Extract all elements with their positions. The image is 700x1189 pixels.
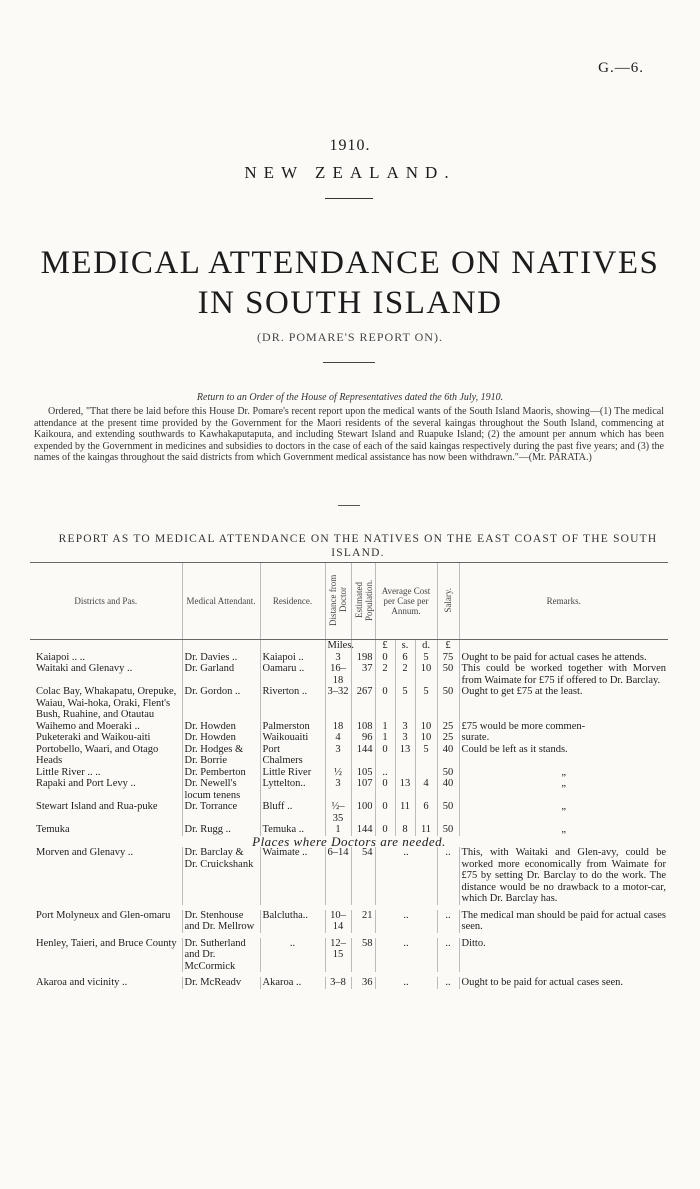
salary-cell: 50 (437, 801, 459, 824)
attendant-cell: Dr. Torrance (182, 801, 260, 824)
population-cell: 100 (351, 801, 375, 824)
residence-cell: Waimate .. (260, 847, 325, 905)
medical-attendance-table (30, 562, 668, 994)
residence-cell: Balclutha.. (260, 910, 325, 933)
table-row (30, 663, 668, 686)
cost-pence-cell: 10 (415, 663, 437, 686)
district-cell: Rapaki and Port Levy .. (36, 778, 136, 789)
cost-pounds-cell: .. (375, 767, 395, 779)
header-population-label: Estimated Population. (353, 579, 374, 621)
distance-cell: 3–32 (325, 686, 351, 721)
header-districts: Districts and Pas. (30, 563, 182, 640)
remarks-cell: Ought to be paid for actual cases seen. (459, 977, 668, 989)
district-cell: Waitaki and Glenavy .. (36, 663, 133, 674)
residence-cell: .. (260, 938, 325, 973)
header-salary-label: Salary. (443, 587, 453, 613)
population-cell: 105 (351, 767, 375, 779)
residence-cell: Kaiapoi .. (260, 652, 325, 664)
residence-cell: Temuka .. (260, 824, 325, 836)
cost-shillings-cell: 6 (395, 652, 415, 664)
attendant-cell: Dr. Newell's locum tenens (182, 778, 260, 801)
country: NEW ZEALAND. (244, 163, 456, 182)
attendant-cell: Dr. Sutherland and Dr. McCormick (182, 938, 260, 973)
salary-cell: .. (437, 847, 459, 905)
attendant-cell: Dr. Garland (182, 663, 260, 686)
distance-cell: 3 (325, 652, 351, 664)
distance-cell: 3 (325, 778, 351, 801)
cost-pence-cell: 6 (415, 801, 437, 824)
population-cell: 37 (351, 663, 375, 686)
salary-cell: .. (437, 977, 459, 989)
divider (338, 505, 360, 506)
population-cell: 267 (351, 686, 375, 721)
cost-shillings-cell: 8 (395, 824, 415, 836)
cost-pounds-cell: 0 (375, 652, 395, 664)
salary-cell: 75 (437, 652, 459, 664)
remarks-cell: This, with Waitaki and Glen-avy, could be worked more economically from Waimate for £75 by setting Dr. Barclay to do the work. The distance would be no drawback to a motor-car, which Dr. Barclay has. (459, 847, 668, 905)
district-cell: Morven and Glenavy .. (36, 847, 134, 858)
district-cell: Colac Bay, Whakapatu, Orepuke, Waiau, Wai-hoka, Oraki, Flent's Bush, Ruahine, and Otautau (36, 686, 177, 720)
attendant-cell: Dr. Howden (182, 721, 260, 733)
remarks-cell: surate. (459, 732, 668, 744)
cost-shillings-cell: 2 (395, 663, 415, 686)
salary-cell: 50 (437, 767, 459, 779)
remarks-cell: Ought to get £75 at the least. (459, 686, 668, 721)
divider (325, 198, 373, 199)
population-cell: 198 (351, 652, 375, 664)
cost-pounds-cell: 0 (375, 801, 395, 824)
attendant-cell: Dr. Hodges & Dr. Borrie (182, 744, 260, 767)
cost-pounds-cell: 1 (375, 721, 395, 733)
table-row (30, 778, 668, 801)
remarks-cell: „ (459, 801, 668, 824)
distance-cell: 12–15 (325, 938, 351, 973)
population-cell: 58 (351, 938, 375, 973)
cost-shillings-cell: 13 (395, 744, 415, 767)
cost-pence-cell: 5 (415, 686, 437, 721)
cost-shillings-cell: 5 (395, 686, 415, 721)
population-cell: 21 (351, 910, 375, 933)
distance-cell: 18 (325, 721, 351, 733)
table-row (30, 847, 668, 905)
residence-cell: Bluff .. (260, 801, 325, 824)
cost-pounds-cell: 0 (375, 778, 395, 801)
district-cell: Little River .. .. (36, 766, 101, 778)
cost-pence-cell: 5 (415, 744, 437, 767)
attendant-cell: Dr. Davies .. (182, 652, 260, 664)
attendant-cell: Dr. Stenhouse and Dr. Mellrow (182, 910, 260, 933)
header-distance (325, 563, 351, 640)
district-cell: Stewart Island and Rua-puke (36, 801, 158, 812)
year: 1910. (329, 137, 371, 154)
residence-cell: Riverton .. (260, 686, 325, 721)
population-cell: 108 (351, 721, 375, 733)
header-salary (437, 563, 459, 640)
row-spacer (30, 989, 668, 994)
table-row (30, 686, 668, 721)
remarks-cell: Ought to be paid for actual cases he attends. (459, 652, 668, 664)
document-title: MEDICAL ATTENDANCE ON NATIVES IN SOUTH ISLAND (40, 245, 660, 321)
population-cell: 36 (351, 977, 375, 989)
units-pounds: £ (375, 640, 395, 652)
section-heading: Places where Doctors are needed. (252, 833, 446, 849)
document-reference: G.—6. (598, 60, 644, 76)
cost-pence-cell: 4 (415, 778, 437, 801)
salary-cell: 40 (437, 744, 459, 767)
cost-pounds-cell: 0 (375, 824, 395, 836)
distance-cell: 1 (325, 824, 351, 836)
residence-cell: Port Chalmers (260, 744, 325, 767)
cost-pence-cell: 5 (415, 652, 437, 664)
population-cell: 144 (351, 744, 375, 767)
salary-cell: 50 (437, 686, 459, 721)
residence-cell: Little River (260, 767, 325, 779)
remarks-cell: The medical man should be paid for actual cases seen. (459, 910, 668, 933)
cost-shillings-cell: 3 (395, 721, 415, 733)
salary-cell: 40 (437, 778, 459, 801)
attendant-cell: Dr. Howden (182, 732, 260, 744)
district-cell: Kaiapoi .. .. (36, 651, 85, 663)
table-row (30, 977, 668, 989)
distance-cell: ½–35 (325, 801, 351, 824)
district-cell: Akaroa and vicinity .. (36, 977, 128, 988)
distance-cell: 4 (325, 732, 351, 744)
salary-cell: 50 (437, 663, 459, 686)
residence-cell: Oamaru .. (260, 663, 325, 686)
table-row (30, 652, 668, 664)
cost-pence-cell: 10 (415, 721, 437, 733)
remarks-cell: Could be left as it stands. (459, 744, 668, 767)
table-row (30, 744, 668, 767)
cost-pounds-cell: 1 (375, 732, 395, 744)
cost-shillings-cell: 11 (395, 801, 415, 824)
district-cell: Puketeraki and Waikou-aiti (36, 732, 151, 743)
distance-cell: 3 (325, 744, 351, 767)
salary-cell: 25 (437, 732, 459, 744)
units-row (30, 640, 668, 652)
header-cost: Average Cost per Case per Annum. (375, 563, 437, 640)
cost-pence-cell: 10 (415, 732, 437, 744)
document-subtitle: (DR. POMARE'S REPORT ON). (257, 330, 443, 344)
cost-pence-cell: 11 (415, 824, 437, 836)
district-cell: Waihemo and Moeraki .. (36, 720, 140, 732)
table-body (30, 640, 668, 994)
cost-cell: .. (375, 938, 437, 973)
order-text: Ordered, "That there be laid before this House Dr. Pomare's recent report upon the medical wants of the South Island Maoris, showing—(1) The medical attendance at the present time provided by the Government for the Maori residents of the several kaingas throughout the South Island, commencing at Kaikoura, and extending southwards to Kawhakaputaputa, and including Stewart Island and Ruapuke Island; (2) the amount per annum which has been expended by the Government in medicines and subsidies to doctors in the case of each of the said kaingas respectively during the past five years; and (3) the names of the kaingas throughout the said districts from which Government medical assistance has now been withdrawn."—(Mr. PARATA.) (34, 406, 664, 463)
distance-cell: 6–14 (325, 847, 351, 905)
header-attendant: Medical Attendant. (182, 563, 260, 640)
salary-cell: 50 (437, 824, 459, 836)
header-residence: Residence. (260, 563, 325, 640)
attendant-cell: Dr. Pemberton (182, 767, 260, 779)
distance-cell: ½ (325, 767, 351, 779)
cost-shillings-cell (395, 767, 415, 779)
distance-cell: 10–14 (325, 910, 351, 933)
remarks-cell: „ (459, 824, 668, 836)
cost-cell: .. (375, 847, 437, 905)
table-row (30, 801, 668, 824)
units-pence: d. (415, 640, 437, 652)
section-heading-row (30, 836, 668, 848)
population-cell: 107 (351, 778, 375, 801)
header-remarks: Remarks. (459, 563, 668, 640)
remarks-cell: £75 would be more commen- (459, 721, 668, 733)
cost-pence-cell (415, 767, 437, 779)
cost-cell: .. (375, 977, 437, 989)
units-salary: £ (437, 640, 459, 652)
header-distance-label: Distance from Doctor (328, 574, 348, 626)
cost-shillings-cell: 3 (395, 732, 415, 744)
attendant-cell: Dr. Barclay & Dr. Cruickshank (182, 847, 260, 905)
district-cell: Henley, Taieri, and Bruce County (36, 937, 177, 949)
salary-cell: .. (437, 910, 459, 933)
table-row (30, 910, 668, 933)
return-line: Return to an Order of the House of Representatives dated the 6th July, 1910. (196, 392, 504, 403)
district-cell: Port Molyneux and Glen-omaru (36, 909, 171, 921)
population-cell: 96 (351, 732, 375, 744)
salary-cell: .. (437, 938, 459, 973)
table-row (30, 721, 668, 733)
units-shillings: s. (395, 640, 415, 652)
attendant-cell: Dr. Gordon .. (182, 686, 260, 721)
table-row (30, 767, 668, 779)
table-row (30, 938, 668, 973)
residence-cell: Palmerston (260, 721, 325, 733)
residence-cell: Akaroa .. (260, 977, 325, 989)
residence-cell: Lyttelton.. (260, 778, 325, 801)
population-cell: 54 (351, 847, 375, 905)
header-population (351, 563, 375, 640)
report-heading: REPORT AS TO MEDICAL ATTENDANCE ON THE NATIVES ON THE EAST COAST OF THE SOUTH ISLAND. (58, 533, 658, 559)
salary-cell: 25 (437, 721, 459, 733)
distance-cell: 16–18 (325, 663, 351, 686)
residence-cell: Waikouaiti (260, 732, 325, 744)
table-row (30, 732, 668, 744)
attendant-cell: Dr. McReadv (182, 977, 260, 989)
remarks-cell: „ (459, 767, 668, 779)
distance-cell: 3–8 (325, 977, 351, 989)
attendant-cell: Dr. Rugg .. (182, 824, 260, 836)
population-cell: 144 (351, 824, 375, 836)
remarks-cell: „ (459, 778, 668, 801)
cost-shillings-cell: 13 (395, 778, 415, 801)
district-cell: Temuka (36, 824, 70, 835)
remarks-cell: This could be worked together with Morven from Waimate for £75 if offered to Dr. Barclay. (459, 663, 668, 686)
cost-pounds-cell: 0 (375, 686, 395, 721)
cost-pounds-cell: 2 (375, 663, 395, 686)
remarks-cell: Ditto. (459, 938, 668, 973)
header-row (30, 563, 668, 640)
district-cell: Portobello, Waari, and Otago Heads (36, 743, 159, 766)
cost-cell: .. (375, 910, 437, 933)
cost-pounds-cell: 0 (375, 744, 395, 767)
units-miles: Miles. (325, 640, 351, 652)
divider (323, 362, 375, 363)
